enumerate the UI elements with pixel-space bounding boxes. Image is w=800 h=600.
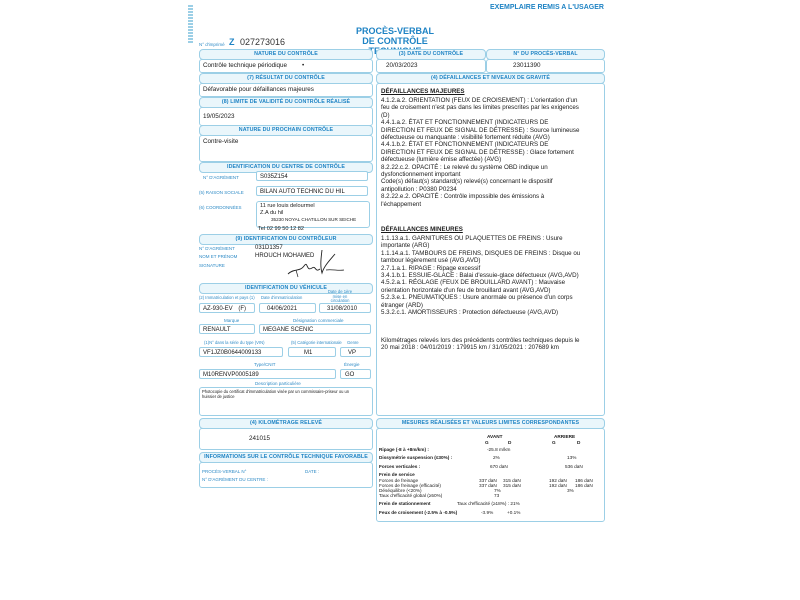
fr-eff-arg: 192 daN [549,483,567,488]
stationnement-label: Frein de stationnement [379,501,431,506]
feux-d: +0.1% [507,510,521,515]
controller-signature-label: SIGNATURE [199,263,225,268]
title-line2: DE CONTRÔLE [362,36,428,46]
centre-raison-label: (5) RAISON SOCIALE [199,190,244,195]
vehicle-genre: VP [340,347,371,357]
dissym-av: 2% [493,455,500,460]
minor-line-6: 4.5.2.a.1. RÉGLAGE (FEUX DE BROUILLARD AVANT) : Mauvaise [381,279,566,287]
last-favorable-box [199,462,373,488]
nature-header: NATURE DU CONTRÔLE [199,49,373,60]
margin-code [188,5,193,43]
ripage-value: -25.8 m/km [487,447,511,452]
vehicle-desc-line2: huissier de justice [202,394,235,399]
nature-bullet: • [302,62,305,69]
vehicle-energie-label: Énergie [344,362,360,367]
defects-header: (4) DÉFAILLANCES ET NIVEAUX DE GRAVITÉ [376,73,605,84]
avant-g: G [485,440,489,445]
taux-value: 73 [494,493,500,498]
next-control-header: NATURE DU PROCHAIN CONTRÔLE [199,125,373,136]
arriere-g: G [552,440,556,445]
fr-eff-label: Forces de freinage (efficacité) [379,483,441,488]
frein-service-label: Frein de service [379,472,415,477]
fr-freinage-ard: 186 daN [575,478,593,483]
km-line-0: Kilométrages relevés lors des précédents contrôles techniques depuis le [381,337,580,344]
major-line-14: l'échappement [381,200,422,208]
major-line-0: 4.1.2.a.2. ORIENTATION (FEUX DE CROISEMENT) : L'orientation d'un [381,97,578,104]
controller-signature [286,246,346,280]
pv-number-value: 23011390 [513,62,541,69]
arriere-d: D [577,440,581,445]
controller-header: (9) IDENTIFICATION DU CONTRÔLEUR [199,234,373,245]
major-line-11: Code(s) défaut(s) standard(s) relevé(s) concernant le dispositif [381,178,553,186]
centre-raison: BILAN AUTO TECHNIC DU HIL [256,186,368,196]
vehicle-vin: VF1JZ0B0644009133 [199,347,283,357]
arriere-label: ARRIERE [554,434,576,439]
mileage-box [199,428,373,450]
feux-label: Feux de croisement (-2.5% à -0.5%) [379,510,458,515]
major-line-12: antipollution : P0380 P0234 [381,185,457,193]
minor-line-8: 5.2.3.e.1. PNEUMATIQUES : Usure anormale ou présence d'un corps [381,294,573,302]
controller-agrement: 031D1357 [255,245,283,251]
mileage-header: (4) KILOMÉTRAGE RELEVÉ [199,418,373,429]
controller-name: HROUCH MOHAMED [255,253,315,259]
fr-freinage-arg: 192 daN [549,478,567,483]
dissym-label: Dissymétrie suspension (≤30%) : [379,455,453,460]
minor-line-7: orientation horizontale d'un feu de brouillard avant (AVG,AVD) [381,286,551,294]
major-line-13: 8.2.22.e.2. OPACITÉ : Contrôle impossible des émissions à [381,193,545,201]
taux-label: Taux d'efficacité global (≥50%) [379,493,443,498]
measures-box [376,428,605,522]
centre-agrement-label: N° D'AGRÉMENT [203,175,239,180]
km-line-1: 20 mai 2018 : 04/01/2019 : 179915 km / 31/05/2021 : 207689 km [381,344,559,352]
pv-number-header: N° DU PROCÈS-VERBAL [486,49,605,60]
avant-d: D [508,440,512,445]
vehicle-cat-label: (5) Catégorie internationale [291,340,342,345]
major-line-5: défectueuse ou manquante : visibilité fortement réduite (AVG) [381,134,550,141]
vehicle-immat-label: (2) Immatriculation et pays (1) [199,295,255,300]
date-control-value: 20/03/2023 [386,62,418,69]
forces-v-label: Forces verticales : [379,464,421,469]
vehicle-cat: M1 [288,347,336,357]
date-control-box [376,59,486,73]
minor-line-3: tambour légèrement usé (AVG,AVD) [381,257,481,265]
major-line-10: dysfonctionnement important [381,171,461,178]
minor-title: DÉFAILLANCES MINEURES [381,226,463,233]
vehicle-marque: RENAULT [199,324,255,334]
centre-header: IDENTIFICATION DU CENTRE DE CONTRÔLE [199,162,373,173]
validity-box [199,107,373,126]
vehicle-desc-box [199,387,373,416]
measures-header: MESURES RÉALISÉES ET VALEURS LIMITES CORRESPONDANTES [376,418,605,429]
fr-freinage-avg: 337 daN [479,478,497,483]
centre-address-line1: 11 rue louis delourmel [260,203,315,209]
feux-g: -3.9% [481,510,494,515]
major-line-3: 4.4.1.a.2. ÉTAT ET FONCTIONNEMENT (INDICATEURS DE [381,119,549,127]
nature-value: Contrôle technique périodique [203,62,288,69]
centre-coord-label: (6) COORDONNÉES [199,205,242,210]
next-control-box [199,135,373,162]
validity-value: 19/05/2023 [203,113,235,120]
last-date-label: DATE : [305,469,320,474]
vehicle-genre-label: Genre [347,340,359,345]
vehicle-type-label: Type/CNIT [254,362,276,367]
result-header: (7) RÉSULTAT DU CONTRÔLE [199,73,373,84]
vehicle-header: IDENTIFICATION DU VÉHICULE [199,283,373,294]
major-line-1: feu de croisement n'est pas dans les limites prescrites par les exigences [381,104,579,112]
result-box [199,83,373,97]
next-control-value: Contre-visite [203,138,239,145]
vehicle-immat-value: AZ-930-EV [203,306,233,312]
stationnement-value: Taux d'efficacité (≥18%) : 21% [457,501,520,506]
minor-line-0: 1.1.13.a.1. GARNITURES OU PLAQUETTES DE FREINS : Usure [381,235,563,242]
centre-phone: Tel 02 99 50 12 82 [258,226,305,232]
serial-prefix: Z [229,37,235,47]
result-value: Défavorable pour défaillances majeures [203,86,314,93]
vehicle-country: (F) [238,306,247,312]
major-line-6: 4.4.1.b.2. ÉTAT ET FONCTIONNEMENT (INDICATEURS DE [381,141,549,149]
minor-line-5: 3.4.1.b.1. ESSUIE-GLACE : Balai d'essuie-glace défectueux (AVG,AVD) [381,272,579,279]
vehicle-designation-label: Désignation commerciale [293,318,344,323]
centre-address-box [256,201,370,228]
minor-line-4: 2.7.1.a.1. RIPAGE : Ripage excessif [381,264,481,272]
fr-eff-ard: 186 daN [575,483,593,488]
minor-line-2: 1.1.14.a.1. TAMBOURS DE FREINS, DISQUES DE FREINS : Disque ou [381,249,581,257]
fr-freinage-label: Forces de freinage [379,478,419,483]
major-line-8: défectueuse (lumière émise affectée) (AVG) [381,156,502,164]
pv-number-box [486,59,605,73]
vehicle-designation: MEGANE SCENIC [259,324,371,334]
vehicle-marque-label: Marque [224,318,240,323]
mileage-value: 241015 [249,435,271,442]
vehicle-vin-label: (1)N° dans la série du type (VIN) [204,340,265,345]
deseq-av: 7% [494,488,501,493]
defects-box [376,83,605,416]
nature-box [199,59,373,73]
avant-label: AVANT [487,434,503,439]
controller-agrement-label: N° D'AGRÉMENT [199,246,235,251]
minor-line-10: 5.3.2.c.1. AMORTISSEURS : Protection défectueuse (AVG,AVD) [381,309,559,316]
centre-agrement: S035Z154 [256,171,368,181]
title-line1: PROCÈS-VERBAL [355,26,434,36]
minor-line-9: étranger (ARD) [381,301,423,309]
fr-eff-avg: 337 daN [479,483,497,488]
major-line-7: DIRECTION ET FEUX DE SIGNAL DE DÉTRESSE) : Glace fortement [381,148,574,156]
dissym-ar: 13% [567,455,577,460]
major-title: DÉFAILLANCES MAJEURES [381,88,465,95]
last-favorable-header: INFORMATIONS SUR LE CONTRÔLE TECHNIQUE FAVORABLE [199,452,373,463]
centre-address-line3: 35230 NOYAL CHATILLON SUR SEICHE [271,217,357,222]
vehicle-desc-label: Description particulière [255,381,301,386]
date-control-header: (3) DATE DU CONTRÔLE [376,49,486,60]
centre-address-line2: Z.A du hil [260,210,284,216]
minor-line-1: importante (ARG) [381,242,430,250]
last-agrement-label: N° D'AGRÉMENT DU CENTRE : [202,477,268,482]
vehicle-date-first-label: Date de 1ère mise en circulation [327,289,353,304]
controller-name-label: NOM ET PRÉNOM [199,254,238,259]
serial-number: 027273016 [240,37,286,47]
major-line-4: DIRECTION ET FEUX DE SIGNAL DE DÉTRESSE) : Source lumineuse [381,126,580,134]
major-line-2: (D) [381,111,390,119]
major-line-9: 8.2.22.c.2. OPACITÉ : Le relevé du système OBD indique un [381,163,548,171]
vehicle-desc-line1: Photocopie du certificat d'immatriculation visée par un commissaire-priseur ou un [202,389,350,394]
vehicle-date-immat: 04/06/2021 [259,303,316,313]
vehicle-date-first: 31/08/2010 [319,303,371,313]
vehicle-date-immat-label: Date d'immatriculation [261,295,303,300]
vehicle-immat [199,303,255,313]
deseq-ar: 3% [567,488,574,493]
vehicle-energie: GO [340,369,371,379]
forces-v-ar: 536 daN [565,464,583,469]
vehicle-type: M10RENVP0005189 [199,369,336,379]
fr-freinage-avd: 315 daN [503,478,521,483]
deseq-label: Déséquilibre (<20%) [379,488,422,493]
forces-v-av: 670 daN [490,464,508,469]
serial-label: N° d'imprimé [199,42,225,47]
validity-header: (8) LIMITE DE VALIDITÉ DU CONTRÔLE RÉALISÉ [199,97,373,108]
last-pv-label: PROCÈS-VERBAL N° [202,469,247,474]
fr-eff-avd: 315 daN [503,483,521,488]
copy-label: EXEMPLAIRE REMIS A L'USAGER [490,4,604,11]
ripage-label: Ripage (-8 à +8m/km) : [379,447,429,452]
